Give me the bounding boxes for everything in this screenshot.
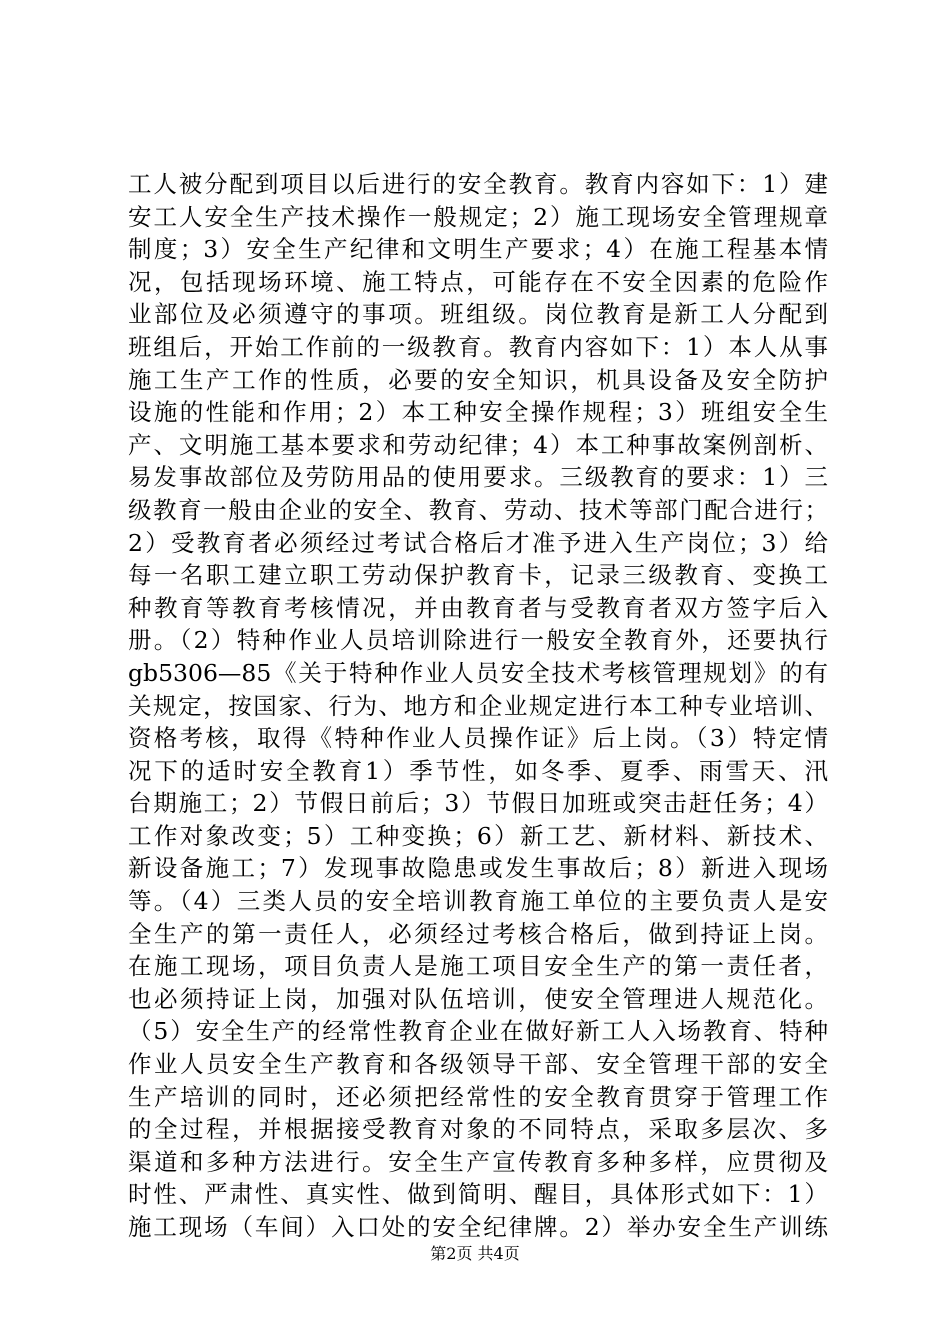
text-line: 易发事故部位及劳防用品的使用要求。三级教育的要求：1）三 — [128, 463, 828, 492]
text-line: 渠道和多种方法进行。安全生产宣传教育多种多样，应贯彻及 — [128, 1147, 828, 1176]
text-line: 每一名职工建立职工劳动保护教育卡，记录三级教育、变换工 — [128, 561, 828, 590]
text-line: 全生产的第一责任人，必须经过考核合格后，做到持证上岗。 — [128, 919, 828, 948]
text-line: 作业人员安全生产教育和各级领导干部、安全管理干部的安全 — [128, 1050, 828, 1079]
text-line: 等。（4）三类人员的安全培训教育施工单位的主要负责人是安 — [128, 887, 828, 916]
text-line: 设施的性能和作用；2）本工种安全操作规程；3）班组安全生 — [128, 398, 828, 427]
text-line: 安工人安全生产技术操作一般规定；2）施工现场安全管理规章 — [128, 202, 828, 231]
text-line: 的全过程，并根据接受教育对象的不同特点，采取多层次、多 — [128, 1115, 828, 1144]
text-line: 册。（2）特种作业人员培训除进行一般安全教育外，还要执行 — [128, 626, 828, 655]
text-line: 时性、严肃性、真实性、做到简明、醒目，具体形式如下：1） — [128, 1180, 828, 1209]
text-line: 施工生产工作的性质，必要的安全知识，机具设备及安全防护 — [128, 365, 828, 394]
text-line: 生产培训的同时，还必须把经常性的安全教育贯穿于管理工作 — [128, 1082, 828, 1111]
text-line: 级教育一般由企业的安全、教育、劳动、技术等部门配合进行； — [128, 495, 828, 524]
text-line: 工作对象改变；5）工种变换；6）新工艺、新材料、新技术、 — [128, 821, 828, 850]
text-line: 况下的适时安全教育1）季节性，如冬季、夏季、雨雪天、汛 — [128, 756, 828, 785]
text-line: 新设备施工；7）发现事故隐患或发生事故后；8）新进入现场 — [128, 854, 828, 883]
text-line: 在施工现场，项目负责人是施工项目安全生产的第一责任者， — [128, 952, 828, 981]
body-text — [128, 168, 828, 1244]
text-line: 业部位及必须遵守的事项。班组级。岗位教育是新工人分配到 — [128, 300, 828, 329]
text-line: 制度；3）安全生产纪律和文明生产要求；4）在施工程基本情 — [128, 235, 828, 264]
text-line: gb5306—85《关于特种作业人员安全技术考核管理规划》的有 — [128, 658, 828, 687]
text-line: 台期施工；2）节假日前后；3）节假日加班或突击赶任务；4） — [128, 789, 828, 818]
text-line: 资格考核，取得《特种作业人员操作证》后上岗。（3）特定情 — [128, 724, 828, 753]
text-line: 工人被分配到项目以后进行的安全教育。教育内容如下：1）建 — [128, 170, 828, 198]
text-line: （5）安全生产的经常性教育企业在做好新工人入场教育、特种 — [128, 1017, 828, 1046]
text-line: 班组后，开始工作前的一级教育。教育内容如下：1）本人从事 — [128, 332, 828, 361]
text-line: 种教育等教育考核情况，并由教育者与受教育者双方签字后入 — [128, 593, 828, 622]
page-footer: 第2页 共4页 — [430, 1244, 520, 1263]
text-line: 况，包括现场环境、施工特点，可能存在不安全因素的危险作 — [128, 267, 828, 296]
text-line: 产、文明施工基本要求和劳动纪律；4）本工种事故案例剖析、 — [128, 430, 828, 459]
text-line: 关规定，按国家、行为、地方和企业规定进行本工种专业培训、 — [128, 691, 828, 720]
text-line: 施工现场（车间）入口处的安全纪律牌。2）举办安全生产训练 — [128, 1213, 828, 1241]
text-line: 2）受教育者必须经过考试合格后才准予进入生产岗位；3）给 — [128, 528, 828, 557]
text-line: 也必须持证上岗，加强对队伍培训，使安全管理进人规范化。 — [128, 984, 828, 1013]
